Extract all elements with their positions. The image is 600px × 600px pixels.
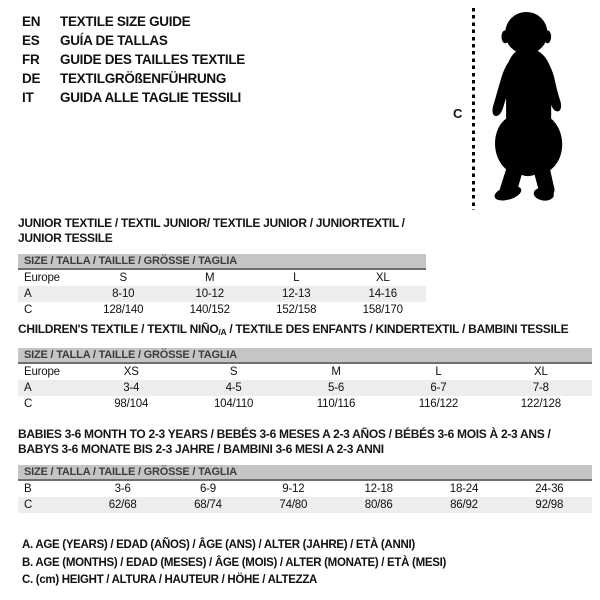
note-age-months: B. AGE (MONTHS) / EDAD (MESES) / ÂGE (MOIS) / ALTER (MONATE) / ETÀ (MESI) [22,556,447,569]
table-row [18,270,426,286]
table-cell: 152/158 [276,304,317,316]
language-code: EN [22,14,41,29]
table-cell: M [331,366,341,378]
table-cell: 18-24 [449,483,479,495]
row-label: C [24,398,33,410]
table-cell: S [229,366,238,378]
table-title-text: CHILDREN'S TEXTILE / TEXTIL NIÑO [18,322,219,336]
babies-textile-table [18,427,592,513]
row-label: B [24,483,32,495]
table-title [18,427,592,457]
language-code: DE [22,71,41,86]
table-cell: 6-7 [430,382,447,394]
table-row [18,364,592,380]
table-cell: 68/74 [194,499,222,511]
table-cell: 5-6 [328,382,345,394]
junior-textile-table [18,216,426,318]
language-row [22,50,245,69]
guide-title: GUIDE DES TAILLES TEXTILE [60,52,246,67]
table-cell: XS [123,366,139,378]
table-row [18,481,592,497]
row-label: Europe [24,272,60,284]
height-label-c: C [453,106,463,121]
guide-title: TEXTILE SIZE GUIDE [60,14,191,29]
language-code: IT [22,90,34,105]
row-label: A [24,288,32,300]
size-header-bar: SIZE / TALLA / TAILLE / GRÖSSE / TAGLIA [18,254,426,270]
table-cell: 62/68 [108,499,137,511]
table-cell: 122/128 [520,398,561,410]
table-cell: 128/140 [103,304,144,316]
guide-title: GUIDA ALLE TAGLIE TESSILI [60,90,241,105]
table-title-subscript: /A [218,327,227,337]
table-cell: XL [375,272,390,284]
table-row [18,302,426,318]
note-age-years: A. AGE (YEARS) / EDAD (AÑOS) / ÂGE (ANS) / ALTER (JAHRE) / ETÀ (ANNI) [22,539,415,551]
legend-notes [22,537,446,590]
table-cell: 3-4 [123,382,140,394]
table-title-line1: BABIES 3-6 MONTH TO 2-3 YEARS / BEBÉS 3-6 MESES A 2-3 AÑOS / BÉBÉS 3-6 MOIS À 2-3 ANS / [18,427,551,441]
table-title-line2: BABYS 3-6 MONATE BIS 2-3 JAHRE / BAMBINI 3-6 MESI A 2-3 ANNI [18,442,384,456]
children-textile-table [18,322,592,412]
guide-title: TEXTILGRÖßENFÜHRUNG [60,71,227,86]
language-row [22,12,245,31]
table-rows [18,270,426,318]
table-rows [18,364,592,412]
table-cell: 7-8 [532,382,549,394]
guide-title: GUÍA DE TALLAS [60,33,168,48]
table-cell: XL [533,366,548,378]
row-label: Europe [24,366,60,378]
language-row [22,69,245,88]
table-title [18,322,592,340]
table-rows [18,481,592,513]
table-cell: L [435,366,442,378]
table-cell: 104/110 [213,398,254,410]
table-cell: 92/98 [535,499,564,511]
language-code: FR [22,52,40,67]
table-title [18,216,426,246]
table-cell: 14-16 [368,288,397,300]
table-row [18,396,592,412]
height-measure-dotted-line [472,8,475,210]
baby-silhouette-icon [484,8,576,210]
table-cell: 8-10 [112,288,135,300]
language-title-list [22,12,245,107]
table-title-text: / TEXTILE DES ENFANTS / KINDERTEXTIL / BAMBINI TESSILE [226,322,569,336]
note-height-cm: C. (cm) HEIGHT / ALTURA / HAUTEUR / HÖHE / ALTEZZA [22,574,318,586]
table-cell: 10-12 [195,288,224,300]
row-label: C [24,304,33,316]
table-cell: 12-13 [282,288,311,300]
table-cell: 6-9 [199,483,216,495]
table-cell: 158/170 [362,304,403,316]
table-row [18,497,592,513]
row-label: C [24,499,33,511]
language-row [22,88,245,107]
table-cell: 74/80 [279,499,308,511]
table-title-text: JUNIOR TEXTILE / TEXTIL JUNIOR/ TEXTILE JUNIOR / JUNIORTEXTIL / JUNIOR TESSILE [18,216,405,245]
table-cell: 116/122 [418,398,459,410]
row-label: A [24,382,32,394]
table-cell: 24-36 [535,483,564,495]
language-code: ES [22,33,40,48]
table-cell: 9-12 [282,483,305,495]
table-cell: 3-6 [114,483,131,495]
table-cell: 80/86 [364,499,393,511]
size-header-bar: SIZE / TALLA / TAILLE / GRÖSSE / TAGLIA [18,348,592,364]
table-cell: 140/152 [189,304,230,316]
language-row [22,31,245,50]
size-header-bar: SIZE / TALLA / TAILLE / GRÖSSE / TAGLIA [18,465,592,481]
table-row [18,380,592,396]
table-cell: L [293,272,300,284]
table-cell: 86/92 [450,499,478,511]
table-cell: 98/104 [114,398,149,410]
table-cell: S [119,272,127,284]
table-cell: 4-5 [225,382,242,394]
table-cell: 110/116 [316,398,356,410]
table-row [18,286,426,302]
table-cell: M [205,272,215,284]
table-cell: 12-18 [364,483,393,495]
